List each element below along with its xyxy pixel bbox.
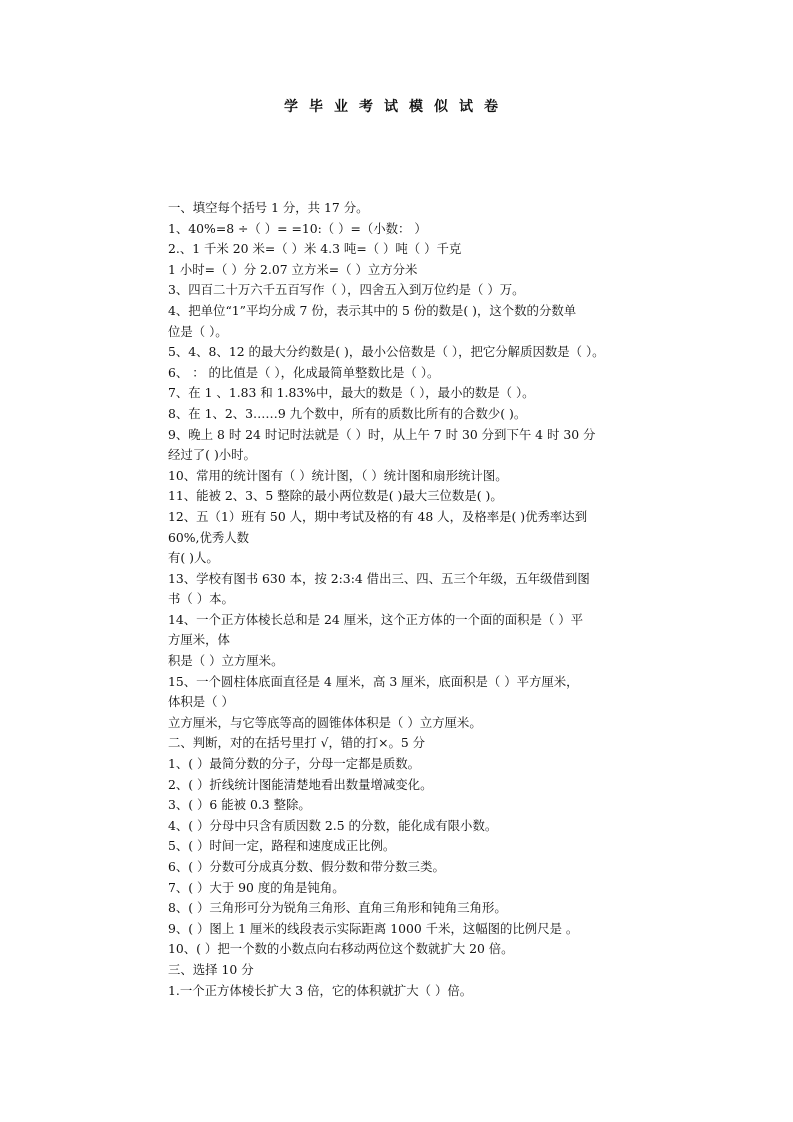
question-line: 位是（ ）。 — [168, 323, 228, 339]
question-line: 4、把单位“1”平均分成 7 份，表示其中的 5 份的数是( )，这个数的分数单 — [168, 302, 577, 318]
question-line: 3、四百二十万六千五百写作（ ），四舍五入到万位约是（ ）万。 — [168, 282, 525, 298]
question-line: 11、能被 2、3、5 整除的最小两位数是( )最大三位数是( )。 — [168, 488, 503, 504]
question-line: 6、 ： 的比值是（ ），化成最简单整数比是（ ）。 — [168, 364, 440, 380]
question-line: 12、五（1）班有 50 人，期中考试及格的有 48 人，及格率是( )优秀率达到 — [168, 508, 588, 524]
question-line: 14、一个正方体棱长总和是 24 厘米，这个正方体的一个面的面积是（ ）平 — [168, 611, 584, 627]
judgement-item: 5、( ）时间一定，路程和速度成正比例。 — [168, 838, 396, 854]
question-line: 15、一个圆柱体底面直径是 4 厘米，高 3 厘米，底面积是（ ）平方厘米， — [168, 673, 579, 689]
question-line: 5、4、8、12 的最大分约数是( )，最小公倍数是（ ），把它分解质因数是（ ）。 — [168, 344, 605, 360]
question-line: 10、常用的统计图有（ ）统计图，（ ）统计图和扇形统计图。 — [168, 467, 508, 483]
section-heading-fill-blank: 一、填空每个括号 1 分，共 17 分。 — [168, 200, 369, 215]
question-line: 经过了( )小时。 — [168, 447, 256, 463]
question-line: 1、40%=8 ÷（ ）= =10:（ ）=（小数： ） — [168, 220, 427, 236]
question-line: 方厘米，体 — [168, 632, 230, 648]
document-body — [168, 198, 630, 1001]
judgement-item: 9、( ）图上 1 厘米的线段表示实际距离 1000 千米，这幅图的比例尺是 。 — [168, 920, 579, 936]
section-heading-true-false: 二、判断，对的在括号里打 √，错的打×。5 分 — [168, 735, 426, 751]
question-line: 体积是（ ） — [168, 694, 234, 710]
judgement-item: 6、( ）分数可分成真分数、假分数和带分数三类。 — [168, 859, 445, 874]
choice-question: 1.一个正方体棱长扩大 3 倍，它的体积就扩大（ ）倍。 — [168, 982, 473, 998]
question-line: 60%,优秀人数 — [168, 529, 250, 545]
section-heading-multiple-choice: 三、选择 10 分 — [168, 961, 254, 977]
question-line: 7、在 1 、1.83 和 1.83%中，最大的数是（ ），最小的数是（ ）。 — [168, 385, 535, 401]
question-line: 1 小时=（ ）分 2.07 立方米=（ ）立方分米 — [168, 261, 418, 277]
judgement-item: 2、( ）折线统计图能清楚地看出数量增减变化。 — [168, 776, 433, 792]
question-line: 9、晚上 8 时 24 时记时法就是（ ）时，从上午 7 时 30 分到下午 4 时 30 分 — [168, 426, 596, 442]
question-line: 有( )人。 — [168, 550, 219, 566]
question-line: 8、在 1、2、3……9 九个数中，所有的质数比所有的合数少( )。 — [168, 405, 527, 421]
judgement-item: 8、( ）三角形可分为锐角三角形、直角三角形和钝角三角形。 — [168, 900, 507, 916]
question-line: 书（ ）本。 — [168, 591, 234, 607]
question-line: 2.、1 千米 20 米=（ ）米 4.3 吨=（ ）吨（ ）千克 — [168, 241, 462, 257]
judgement-item: 7、( ）大于 90 度的角是钝角。 — [168, 879, 345, 895]
question-line: 积是（ ）立方厘米。 — [168, 653, 284, 669]
judgement-item: 10、( ）把一个数的小数点向右移动两位这个数就扩大 20 倍。 — [168, 941, 514, 957]
judgement-item: 4、( ）分母中只含有质因数 2.5 的分数，能化成有限小数。 — [168, 817, 498, 833]
question-line: 立方厘米，与它等底等高的圆锥体体积是（ ）立方厘米。 — [168, 714, 482, 730]
page-title: 学毕业考试模似试卷 — [284, 99, 509, 115]
judgement-item: 3、( ）6 能被 0.3 整除。 — [168, 797, 311, 813]
question-line: 13、学校有图书 630 本，按 2:3:4 借出三、四、五三个年级，五年级借到图 — [168, 570, 590, 586]
judgement-item: 1、( ）最简分数的分子，分母一定都是质数。 — [168, 756, 421, 772]
